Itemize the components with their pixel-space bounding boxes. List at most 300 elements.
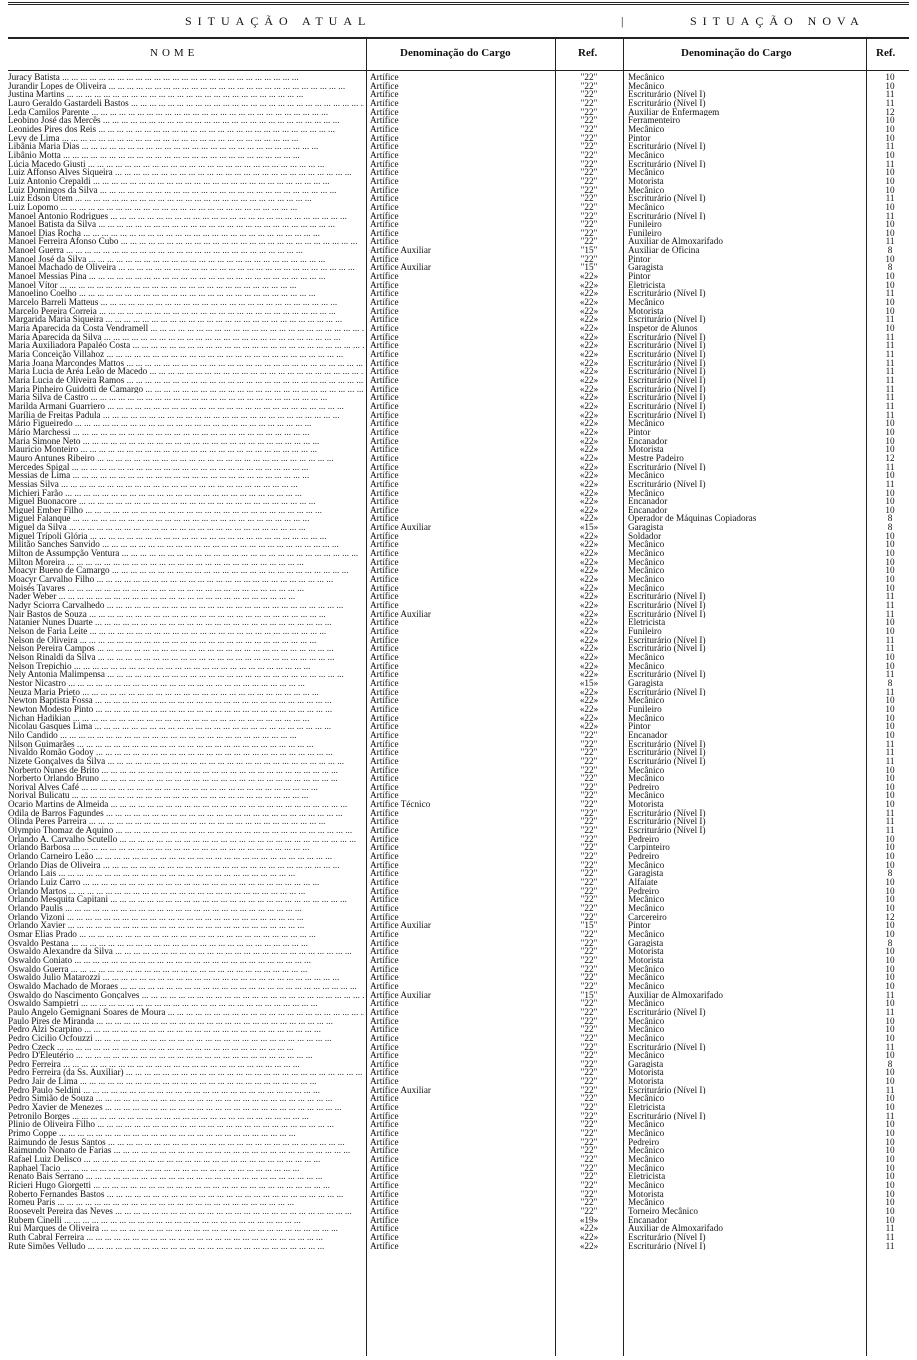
row-nome: Pedro Ferreira ... . <box>8 1060 364 1069</box>
row-nome: Orlando Dias de Oliveira ... . <box>8 861 364 870</box>
table-row <box>0 1129 917 1138</box>
row-cargo-atual: Artífice <box>370 202 399 212</box>
row-ref-nova: 10 <box>885 1016 895 1026</box>
row-cargo-nova: Mecânico <box>628 1198 665 1207</box>
row-cargo-nova: Mecânico <box>628 713 665 723</box>
row-ref-nova: 10 <box>885 1189 895 1199</box>
table-row <box>0 575 917 584</box>
row-cargo-atual: Artífice <box>370 497 399 506</box>
table-row <box>0 774 917 783</box>
row-ref-nova: 10 <box>885 1094 895 1104</box>
table-row <box>0 1103 917 1112</box>
row-cargo-nova: Mecânico <box>628 583 665 593</box>
row-cargo-atual: Artífice <box>370 298 399 307</box>
row-nome: Pedro Alzi Scarpino ... . <box>8 1025 364 1034</box>
row-nome: Orlando Lais ... . <box>8 869 364 878</box>
row-ref-atual: «22» <box>579 410 599 420</box>
row-cargo-atual: Artífice <box>370 410 399 420</box>
row-cargo-nova: Garagista <box>628 938 664 948</box>
table-row <box>0 1120 917 1129</box>
row-ref-atual: "22" <box>580 756 598 766</box>
row-cargo-nova: Motorista <box>628 955 664 965</box>
row-ref-nova: 10 <box>885 557 895 567</box>
row-cargo-nova: Pintor <box>628 427 651 437</box>
row-nome: Pedro Czeck ... . <box>8 1043 364 1052</box>
row-ref-atual: "22" <box>580 1033 598 1043</box>
table-row <box>0 982 917 991</box>
row-ref-atual: "22" <box>580 133 598 143</box>
table-row <box>0 817 917 826</box>
row-cargo-nova: Pedreiro <box>628 886 660 896</box>
row-cargo-atual: Artífice <box>370 999 399 1008</box>
row-ref-nova: 10 <box>885 298 895 307</box>
row-ref-atual: "22" <box>580 869 598 879</box>
row-cargo-nova: Eletricista <box>628 618 666 627</box>
row-cargo-atual: Artífice Auxiliar <box>370 523 431 532</box>
table-row <box>0 1164 917 1173</box>
table-row <box>0 142 917 151</box>
row-ref-atual: "22" <box>580 98 598 108</box>
row-nome: Messias de Lima ... . <box>8 471 364 480</box>
table-row <box>0 341 917 350</box>
row-nome: Militão Sanches Sanvido ... . <box>8 540 364 549</box>
table-row <box>0 904 917 913</box>
row-nome: Oswaldo Alexandre da Silva ... . <box>8 947 364 956</box>
row-cargo-atual: Artífice Auxiliar <box>370 246 431 255</box>
row-cargo-atual: Artífice <box>370 375 399 385</box>
row-ref-nova: 10 <box>885 765 895 775</box>
table-row <box>0 809 917 818</box>
row-cargo-nova: Garagista <box>628 523 664 532</box>
row-cargo-atual: Artífice <box>370 852 399 861</box>
row-cargo-atual: Artífice <box>370 644 399 653</box>
row-ref-nova: 11 <box>885 332 895 342</box>
row-ref-atual: «22» <box>579 393 599 402</box>
row-ref-nova: 10 <box>885 1077 895 1086</box>
row-ref-nova: 11 <box>885 1111 895 1121</box>
table-row <box>0 134 917 143</box>
row-nome: Manoel Antonio Rodrigues ... . <box>8 212 364 221</box>
row-ref-atual: «22» <box>579 652 599 662</box>
row-cargo-nova: Escriturário (Nível I) <box>628 384 706 394</box>
table-row <box>0 610 917 619</box>
table-row <box>0 307 917 316</box>
row-cargo-atual: Artífice <box>370 1016 399 1026</box>
row-nome: Lauro Geraldo Gastardeli Bastos ... . <box>8 99 364 108</box>
table-row <box>0 757 917 766</box>
table-row <box>0 852 917 861</box>
row-nome: Maria Silva de Castro ... . <box>8 393 364 402</box>
row-cargo-nova: Funileiro <box>628 220 662 229</box>
row-nome: Moacyr Bueno de Camargo ... . <box>8 566 364 575</box>
row-ref-nova: 10 <box>885 713 895 723</box>
table-row <box>0 411 917 420</box>
row-cargo-nova: Mecânico <box>628 929 665 939</box>
row-nome: Paulo Pires de Miranda ... . <box>8 1017 364 1026</box>
row-ref-nova: 11 <box>885 635 895 645</box>
table-row <box>0 246 917 255</box>
table-row <box>0 1034 917 1043</box>
row-nome: Miguel Trípoli Glória ... . <box>8 532 364 541</box>
row-cargo-nova: Escriturário (Nível I) <box>628 315 706 325</box>
row-cargo-atual: Artífice <box>370 540 399 550</box>
table-row <box>0 947 917 956</box>
row-ref-nova: 10 <box>885 1068 895 1078</box>
table-row <box>0 1025 917 1034</box>
row-nome: Lúcia Macedo Giusti ... . <box>8 160 364 169</box>
row-cargo-atual: Artífice <box>370 315 399 325</box>
row-nome: Nilson Guimarães ... . <box>8 740 364 749</box>
row-ref-atual: "22" <box>580 999 598 1008</box>
row-nome: Osvaldo Pestana ... . <box>8 939 364 948</box>
row-nome: Odila de Barros Fagundes ... . <box>8 809 364 818</box>
row-ref-atual: "22" <box>580 765 598 775</box>
row-nome: Orlando Xavier ... . <box>8 921 364 930</box>
row-cargo-atual: Artífice <box>370 592 399 602</box>
row-nome: Primo Coppe ... . <box>8 1129 364 1138</box>
table-row <box>0 1060 917 1069</box>
table-row <box>0 514 917 523</box>
table-row <box>0 670 917 679</box>
row-ref-nova: 11 <box>885 1224 895 1233</box>
top-rule <box>8 2 909 5</box>
row-cargo-atual: Artífice <box>370 696 399 705</box>
row-ref-nova: 11 <box>885 687 895 697</box>
row-ref-nova: 8 <box>887 514 893 524</box>
table-row <box>0 419 917 428</box>
row-ref-nova: 11 <box>885 756 895 766</box>
column-header-nome: NOME <box>150 47 199 59</box>
row-cargo-nova: Torneiro Mecânico <box>628 1206 699 1216</box>
row-ref-atual: "22" <box>580 1068 598 1078</box>
row-cargo-nova: Mecânico <box>628 1033 665 1043</box>
table-row <box>0 601 917 610</box>
row-nome: Rubem Cinelli ... . <box>8 1216 364 1225</box>
row-cargo-nova: Mecânico <box>628 168 665 177</box>
table-row <box>0 125 917 134</box>
row-cargo-atual: Artífice <box>370 81 399 91</box>
table-row <box>0 90 917 99</box>
row-cargo-nova: Motorista <box>628 176 664 186</box>
table-row <box>0 237 917 246</box>
row-ref-atual: "22" <box>580 1137 598 1147</box>
row-cargo-nova: Pedreiro <box>628 834 660 844</box>
row-cargo-atual: Artífice <box>370 756 399 766</box>
row-ref-nova: 10 <box>885 1206 895 1216</box>
row-cargo-nova: Escriturário (Nível I) <box>628 739 706 749</box>
table-row <box>0 437 917 446</box>
row-nome: Miguel Falanque ... . <box>8 514 364 523</box>
row-cargo-atual: Artífice Auxiliar <box>370 921 431 930</box>
row-ref-nova: 10 <box>885 730 895 740</box>
row-ref-atual: "22" <box>580 791 598 801</box>
row-ref-nova: 8 <box>887 246 893 255</box>
row-nome: Nely Antonia Malimpensa ... . <box>8 670 364 679</box>
table-row <box>0 1233 917 1242</box>
table-row <box>0 281 917 290</box>
row-ref-nova: 10 <box>885 1129 895 1138</box>
row-ref-nova: 10 <box>885 627 895 636</box>
row-cargo-nova: Mecânico <box>628 696 665 705</box>
row-ref-atual: «22» <box>579 384 599 394</box>
row-cargo-atual: Artífice <box>370 228 399 238</box>
row-ref-nova: 10 <box>885 791 895 801</box>
row-cargo-nova: Alfaiate <box>628 878 658 887</box>
row-cargo-nova: Escriturário (Nível I) <box>628 462 706 472</box>
row-cargo-atual: Artífice <box>370 185 399 195</box>
table-row <box>0 592 917 601</box>
row-ref-nova: 10 <box>885 73 895 82</box>
row-ref-nova: 10 <box>885 583 895 593</box>
row-cargo-atual: Artífice <box>370 1033 399 1043</box>
row-nome: Orlando Paulis ... . <box>8 904 364 913</box>
row-ref-nova: 11 <box>885 194 895 203</box>
row-cargo-atual: Artífice <box>370 1172 399 1181</box>
row-nome: Nilo Candido ... . <box>8 731 364 740</box>
row-nome: Oswaldo Sampietri ... . <box>8 999 364 1008</box>
row-cargo-nova: Escriturário (Nível I) <box>628 1085 706 1095</box>
row-cargo-nova: Mecânico <box>628 73 665 82</box>
row-cargo-nova: Motorista <box>628 445 664 454</box>
row-ref-nova: 10 <box>885 722 895 731</box>
table-row <box>0 1068 917 1077</box>
table-row <box>0 549 917 558</box>
table-row <box>0 766 917 775</box>
row-ref-nova: 10 <box>885 427 895 437</box>
column-header-ref-atual: Ref. <box>578 47 598 59</box>
row-ref-atual: «22» <box>579 341 599 350</box>
row-cargo-atual: Artífice <box>370 384 399 394</box>
table-row <box>0 463 917 472</box>
row-cargo-atual: Artífice <box>370 220 399 229</box>
row-ref-atual: "22" <box>580 895 598 904</box>
table-row <box>0 73 917 82</box>
row-cargo-atual: Artífice <box>370 791 399 801</box>
row-cargo-atual: Artífice <box>370 1111 399 1121</box>
row-ref-atual: «22» <box>579 1241 599 1251</box>
row-cargo-atual: Artífice <box>370 834 399 844</box>
row-ref-atual: «22» <box>579 575 599 584</box>
row-cargo-nova: Carpinteiro <box>628 843 670 853</box>
row-ref-nova: 11 <box>885 410 895 420</box>
row-cargo-nova: Mecânico <box>628 1129 665 1138</box>
row-cargo-nova: Encanador <box>628 1215 668 1225</box>
row-nome: Norival Bulicatu ... . <box>8 791 364 800</box>
row-cargo-atual: Artífice <box>370 168 399 177</box>
row-cargo-atual: Artífice <box>370 601 399 610</box>
table-row <box>0 1181 917 1190</box>
row-cargo-atual: Artífice <box>370 272 399 281</box>
table-row <box>0 627 917 636</box>
row-cargo-nova: Escriturário (Nível I) <box>628 635 706 645</box>
row-nome: Maria Simone Neto ... . <box>8 437 364 446</box>
table-row <box>0 108 917 117</box>
row-nome: Luiz Lopomo ... . <box>8 203 364 212</box>
row-ref-nova: 11 <box>885 367 895 376</box>
row-ref-atual: "22" <box>580 1094 598 1104</box>
row-cargo-atual: Artífice <box>370 332 399 342</box>
row-nome: Leonides Pires dos Reis ... . <box>8 125 364 134</box>
row-ref-atual: «22» <box>579 375 599 385</box>
row-cargo-nova: Escriturário (Nível I) <box>628 1111 706 1121</box>
row-cargo-nova: Garagista <box>628 263 664 273</box>
row-ref-atual: «22» <box>579 367 599 376</box>
row-nome: Milton Moreira ... . <box>8 558 364 567</box>
row-ref-nova: 10 <box>885 124 895 134</box>
row-cargo-atual: Artífice <box>370 1181 399 1190</box>
row-ref-atual: «22» <box>579 358 599 368</box>
row-cargo-nova: Mecânico <box>628 1051 665 1060</box>
table-row <box>0 965 917 974</box>
row-nome: Pedro Jair de Lima ... . <box>8 1077 364 1086</box>
row-ref-nova: 10 <box>885 618 895 627</box>
row-ref-nova: 10 <box>885 947 895 956</box>
row-nome: Pedro Simião de Souza ... . <box>8 1094 364 1103</box>
row-cargo-atual: Artífice <box>370 462 399 472</box>
row-cargo-atual: Artífice <box>370 393 399 402</box>
table-row <box>0 826 917 835</box>
table-row <box>0 1198 917 1207</box>
row-cargo-nova: Mestre Padeiro <box>628 453 684 463</box>
table-row <box>0 1207 917 1216</box>
row-nome: Rute Simões Velludo ... . <box>8 1242 364 1251</box>
row-nome: Mário Marchessi ... . <box>8 428 364 437</box>
row-ref-nova: 11 <box>885 393 895 402</box>
row-cargo-nova: Mecânico <box>628 895 665 904</box>
table-row <box>0 489 917 498</box>
row-nome: Paulo Angelo Gemignani Soares de Moura ... . <box>8 1008 364 1017</box>
row-cargo-atual: Artífice <box>370 514 399 524</box>
row-cargo-nova: Escriturário (Nível I) <box>628 341 706 350</box>
row-cargo-nova: Mecânico <box>628 1016 665 1026</box>
row-ref-atual: "22" <box>580 973 598 982</box>
table-row <box>0 939 917 948</box>
row-ref-nova: 10 <box>885 1051 895 1060</box>
row-nome: Marcelo Barreli Matteus ... . <box>8 298 364 307</box>
row-cargo-nova: Escriturário (Nível I) <box>628 609 706 619</box>
row-cargo-atual: Artífice <box>370 947 399 956</box>
row-nome: Maria Lucia de Oliveira Ramos ... . <box>8 376 364 385</box>
table-row <box>0 367 917 376</box>
row-ref-atual: «22» <box>579 696 599 705</box>
row-ref-nova: 10 <box>885 843 895 853</box>
row-ref-atual: "22" <box>580 194 598 203</box>
row-nome: Osmar Elias Prado ... . <box>8 930 364 939</box>
row-ref-atual: "22" <box>580 1077 598 1086</box>
row-nome: Roberto Fernandes Bastos ... . <box>8 1190 364 1199</box>
row-cargo-nova: Escriturário (Nível I) <box>628 358 706 368</box>
row-cargo-nova: Mecânico <box>628 774 665 783</box>
table-row <box>0 1138 917 1147</box>
row-ref-atual: "22" <box>580 817 598 827</box>
row-nome: Nelson Rinaldi da Silva ... . <box>8 653 364 662</box>
table-row <box>0 1112 917 1121</box>
row-ref-atual: «22» <box>579 540 599 550</box>
row-ref-atual: «22» <box>579 1224 599 1233</box>
row-ref-nova: 10 <box>885 704 895 714</box>
row-nome: Libânio Motta ... . <box>8 151 364 160</box>
row-ref-nova: 11 <box>885 375 895 385</box>
row-cargo-nova: Garagista <box>628 1059 664 1069</box>
row-cargo-atual: Artífice <box>370 748 399 757</box>
row-ref-nova: 12 <box>885 107 895 117</box>
row-cargo-nova: Escriturário (Nível I) <box>628 479 706 489</box>
row-ref-atual: «22» <box>579 471 599 480</box>
row-cargo-nova: Escriturário (Nível I) <box>628 142 706 151</box>
row-ref-atual: «22» <box>579 298 599 307</box>
row-ref-atual: "22" <box>580 254 598 264</box>
row-cargo-nova: Mecânico <box>628 1025 665 1034</box>
row-ref-nova: 10 <box>885 1181 895 1190</box>
row-cargo-atual: Artífice <box>370 116 399 125</box>
table-row <box>0 1172 917 1181</box>
row-cargo-nova: Motorista <box>628 306 664 316</box>
row-ref-atual: "22" <box>580 185 598 195</box>
table-row <box>0 999 917 1008</box>
row-cargo-atual: Artífice <box>370 254 399 264</box>
row-ref-atual: «22» <box>579 635 599 645</box>
row-ref-atual: "22" <box>580 211 598 221</box>
table-row <box>0 376 917 385</box>
row-cargo-atual: Artífice <box>370 678 399 688</box>
row-ref-atual: «22» <box>579 687 599 697</box>
row-nome: Nizete Gonçalves da Silva ... . <box>8 757 364 766</box>
row-ref-nova: 10 <box>885 904 895 913</box>
row-cargo-nova: Escriturário (Nível I) <box>628 1241 706 1251</box>
row-nome: Nelson Pereira Campos ... . <box>8 644 364 653</box>
row-ref-atual: «22» <box>579 505 599 515</box>
row-ref-atual: "22" <box>580 1051 598 1060</box>
row-ref-nova: 10 <box>885 921 895 930</box>
row-cargo-nova: Mecânico <box>628 1181 665 1190</box>
row-ref-nova: 11 <box>885 98 895 108</box>
row-ref-nova: 10 <box>885 1137 895 1147</box>
row-cargo-atual: Artífice <box>370 1206 399 1216</box>
row-ref-nova: 10 <box>885 202 895 212</box>
row-nome: Moisés Tavares ... . <box>8 584 364 593</box>
row-ref-atual: «15» <box>579 678 599 688</box>
table-row <box>0 843 917 852</box>
table-row <box>0 688 917 697</box>
row-cargo-atual: Artífice <box>370 419 399 428</box>
row-cargo-atual: Artífice <box>370 194 399 203</box>
row-ref-nova: 10 <box>885 150 895 160</box>
row-ref-atual: "22" <box>580 1155 598 1164</box>
row-cargo-nova: Ferramenteiro <box>628 116 681 125</box>
row-ref-nova: 10 <box>885 696 895 705</box>
row-ref-atual: "22" <box>580 1016 598 1026</box>
table-row <box>0 480 917 489</box>
table-row <box>0 644 917 653</box>
row-ref-atual: «22» <box>579 306 599 316</box>
row-ref-atual: "22" <box>580 938 598 948</box>
table-row <box>0 445 917 454</box>
table-row <box>0 878 917 887</box>
row-cargo-atual: Artífice <box>370 280 399 290</box>
row-ref-nova: 11 <box>885 315 895 325</box>
row-cargo-atual: Artífice <box>370 739 399 749</box>
row-nome: Petronilo Borges ... . <box>8 1112 364 1121</box>
row-cargo-nova: Mecânico <box>628 973 665 982</box>
row-ref-atual: "22" <box>580 929 598 939</box>
table-row <box>0 705 917 714</box>
row-cargo-nova: Encanador <box>628 505 668 515</box>
row-nome: Pedro Cicilio Ocfouzzi ... . <box>8 1034 364 1043</box>
row-nome: Oswaldo Guerra ... . <box>8 965 364 974</box>
table-row <box>0 194 917 203</box>
row-cargo-atual: Artífice <box>370 358 399 368</box>
row-cargo-nova: Escriturário (Nível I) <box>628 817 706 827</box>
